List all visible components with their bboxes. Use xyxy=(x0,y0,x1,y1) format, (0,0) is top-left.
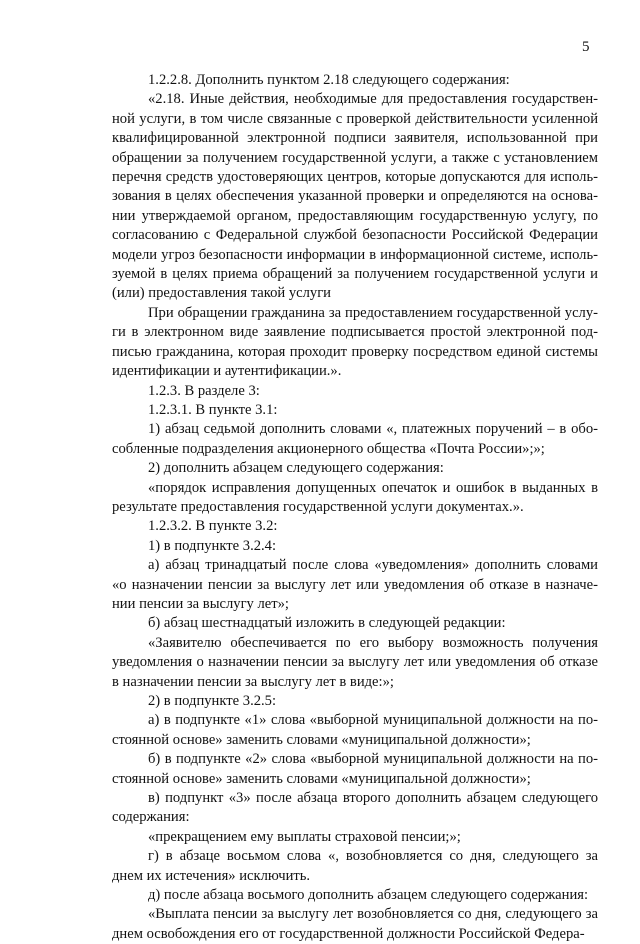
paragraph-b-subitem-2: б) в подпункте «2» слова «выборной муниципальной должности на постоянной основе» заменить словами «муниципальной должности»; xyxy=(112,751,598,787)
paragraph-d-after-eighth: д) после абзаца восьмого дополнить абзацем следующего содержания: xyxy=(148,887,589,904)
paragraph-subitem-3-2-4: 1) в подпункте 3.2.4: xyxy=(148,537,277,554)
paragraph-b-sixteenth: б) абзац шестнадцатый изложить в следующей редакции: xyxy=(148,615,506,632)
paragraph-2-18-quote: «2.18. Иные действия, необходимые для предоставления государственной услуги, в том числе связанные с проверкой действительности усиленной квалифицированной электронной подписи заявителя, использованной при обращении за получением государственной услуги, а также с установлением перечня средств удостоверяющих центров, которые допускаются для использования в целях обеспечения указанной проверки и определяются на основании утверждаемой органом, предоставляющим государственную услугу, по согласованию с Федеральной службой безопасности Российской Федерации модели угроз безопасности информации в информационной системе, используемой в целях приема обращений за получением государственной услуги и (или) предоставления такой услуги xyxy=(112,91,598,302)
document-body xyxy=(112,71,598,944)
paragraph-item-1-seventh: 1) абзац седьмой дополнить словами «, платежных поручений – в обособленные подразделения акционерного общества «Почта России»;»; xyxy=(112,421,598,457)
paragraph-a-subitem-1: а) в подпункте «1» слова «выборной муниципальной должности на постоянной основе» заменить словами «муниципальной должности»; xyxy=(112,712,598,748)
paragraph-1-2-2-8: 1.2.2.8. Дополнить пунктом 2.18 следующего содержания: xyxy=(148,72,510,88)
paragraph-subitem-3-2-5: 2) в подпункте 3.2.5: xyxy=(148,693,277,709)
paragraph-1-2-3: 1.2.3. В разделе 3: xyxy=(148,382,260,399)
paragraph-pension-resumption: «Выплата пенсии за выслугу лет возобновляется со дня, следующего за днем освобождения его от государственной должности Российской Федера- xyxy=(112,906,598,942)
paragraph-insurance-pension: «прекращением ему выплаты страховой пенсии;»; xyxy=(148,828,461,845)
paragraph-1-2-3-2: 1.2.3.2. В пункте 3.2: xyxy=(148,518,278,535)
paragraph-applicant-choice: «Заявителю обеспечивается по его выбору возможность получения уведомления о назначении пенсии за выслугу лет или уведомления об отказе в назначении пенсии за выслугу лет в виде:»; xyxy=(112,634,598,690)
paragraph-correction-order: «порядок исправления допущенных опечаток и ошибок в выданных в результате предоставления государственной услуги документах.». xyxy=(112,479,598,515)
paragraph-a-thirteenth: а) абзац тринадцатый после слова «уведомления» дополнить словами «о назначении пенсии за выслугу лет или уведомления об отказе в назначении пенсии за выслугу лет»; xyxy=(112,557,598,612)
paragraph-g-eighth: г) в абзаце восьмом слова «, возобновляется со дня, следующего за днем их истечения» исключить. xyxy=(112,848,598,884)
paragraph-v-subitem-3: в) подпункт «3» после абзаца второго дополнить абзацем следующего содержания: xyxy=(112,790,598,826)
page-number: 5 xyxy=(582,39,590,55)
paragraph-electronic-application: При обращении гражданина за предоставлением государственной услуги в электронном виде заявление подписывается простой электронной подписью гражданина, которая проходит проверку посредством единой системы идентификации и аутентификации.». xyxy=(112,304,598,380)
paragraph-item-2-add: 2) дополнить абзацем следующего содержания: xyxy=(148,460,444,477)
paragraph-1-2-3-1: 1.2.3.1. В пункте 3.1: xyxy=(148,401,278,418)
